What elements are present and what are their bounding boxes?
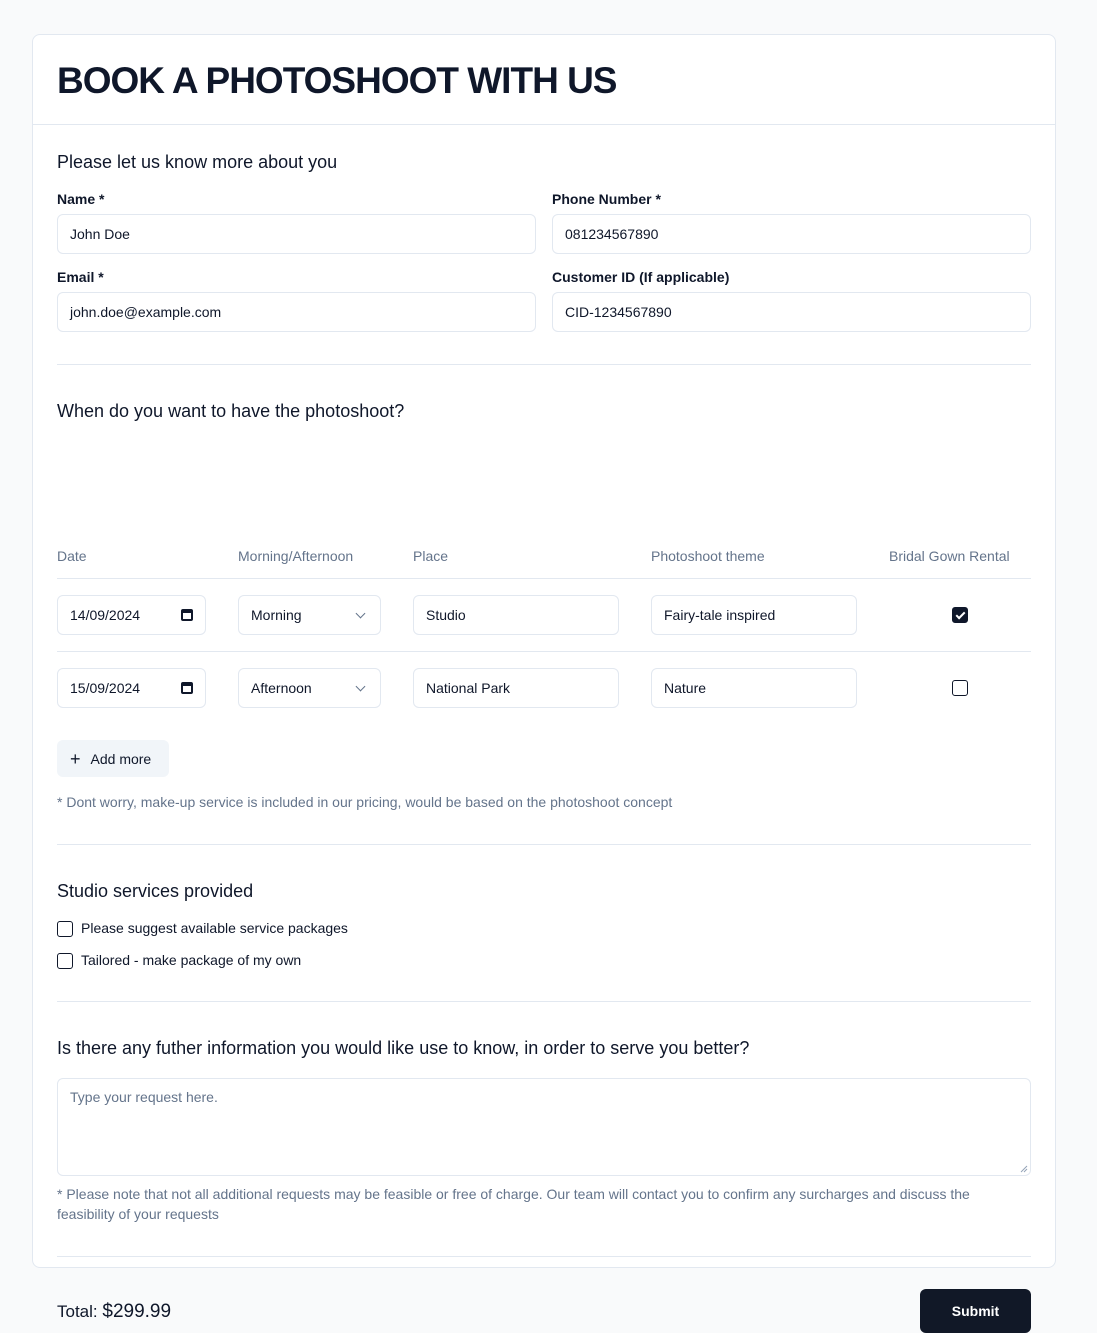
bridal-gown-checkbox[interactable] — [952, 607, 968, 623]
name-label: Name * — [57, 191, 105, 207]
further-info-title: Is there any futher information you would like use to know, in order to serve you better? — [57, 1038, 750, 1058]
email-label: Email * — [57, 269, 104, 285]
divider — [57, 364, 1031, 365]
place-value: National Park — [426, 680, 511, 696]
theme-input[interactable] — [651, 595, 857, 635]
column-header-time: Morning/Afternoon — [238, 548, 354, 564]
check-icon — [955, 609, 965, 619]
email-input[interactable] — [57, 292, 536, 332]
place-input[interactable] — [413, 595, 619, 635]
total-label: Total: — [57, 1302, 98, 1321]
date-input[interactable] — [57, 595, 206, 635]
time-value: Morning — [251, 607, 302, 623]
date-value: 15/09/2024 — [70, 680, 141, 696]
resize-handle-icon[interactable] — [1020, 1165, 1028, 1173]
phone-input[interactable] — [552, 214, 1031, 254]
makeup-note: * Dont worry, make-up service is included in our pricing, would be based on the photoshoot concept — [57, 794, 673, 810]
surcharge-note: * Please note that not all additional requests may be feasible or free of charge. Our team will contact you to confirm any surcharges and discuss the feasibility of your requests — [57, 1186, 970, 1222]
schedule-section-title: When do you want to have the photoshoot? — [57, 401, 405, 421]
name-input[interactable] — [57, 214, 536, 254]
total-amount: $299.99 — [102, 1301, 172, 1322]
tailored-package-checkbox[interactable] — [57, 953, 73, 969]
place-value: Studio — [426, 607, 466, 623]
total — [57, 1301, 171, 1323]
phone-label: Phone Number * — [552, 191, 661, 207]
calendar-icon[interactable] — [181, 682, 193, 694]
column-header-bridal-gown: Bridal Gown Rental — [889, 548, 1010, 564]
theme-input[interactable] — [651, 668, 857, 708]
about-section-title: Please let us know more about you — [57, 152, 338, 172]
divider — [57, 1001, 1031, 1002]
chevron-down-icon — [356, 681, 366, 691]
request-textarea[interactable] — [57, 1078, 1031, 1176]
request-placeholder: Type your request here. — [70, 1089, 218, 1105]
divider — [57, 1256, 1031, 1257]
calendar-icon[interactable] — [181, 609, 193, 621]
card-header — [33, 35, 1055, 125]
submit-button[interactable]: Submit — [920, 1289, 1031, 1333]
table-row-divider — [57, 651, 1031, 652]
bridal-gown-checkbox[interactable] — [952, 680, 968, 696]
page-title: BOOK A PHOTOSHOOT WITH US — [57, 60, 617, 101]
time-value: Afternoon — [251, 680, 312, 696]
suggest-packages-label[interactable]: Please suggest available service packages — [81, 920, 348, 936]
phone-value: 081234567890 — [565, 226, 659, 242]
date-input[interactable] — [57, 668, 206, 708]
customer-id-value: CID-1234567890 — [565, 304, 672, 320]
services-section-title: Studio services provided — [57, 881, 254, 901]
theme-value: Fairy-tale inspired — [664, 607, 776, 623]
column-header-theme: Photoshoot theme — [651, 548, 765, 564]
add-more-label: Add more — [90, 750, 152, 767]
place-input[interactable] — [413, 668, 619, 708]
theme-value: Nature — [664, 680, 707, 696]
date-value: 14/09/2024 — [70, 607, 141, 623]
table-header-divider — [57, 578, 1031, 579]
plus-icon: + — [70, 748, 81, 769]
customer-id-label: Customer ID (If applicable) — [552, 269, 730, 285]
divider — [57, 844, 1031, 845]
chevron-down-icon — [356, 608, 366, 618]
customer-id-input[interactable] — [552, 292, 1031, 332]
booking-card — [32, 34, 1056, 1322]
time-select[interactable] — [238, 595, 381, 635]
name-value: John Doe — [70, 226, 130, 242]
tailored-package-label[interactable]: Tailored - make package of my own — [81, 952, 302, 968]
add-more-button[interactable] — [57, 740, 169, 777]
column-header-date: Date — [57, 548, 87, 564]
time-select[interactable] — [238, 668, 381, 708]
email-value: john.doe@example.com — [70, 304, 222, 320]
suggest-packages-checkbox[interactable] — [57, 921, 73, 937]
column-header-place: Place — [413, 548, 449, 564]
